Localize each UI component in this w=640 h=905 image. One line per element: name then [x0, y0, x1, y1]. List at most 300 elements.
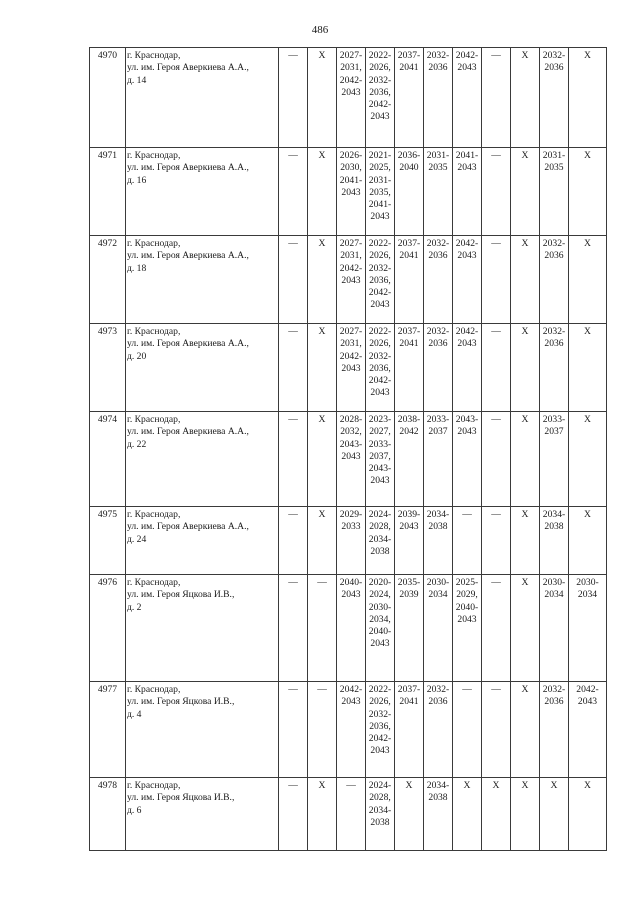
cell-value: 2043 [370, 111, 390, 123]
cell-value: 2036, [369, 362, 391, 374]
cell-value: X [584, 150, 591, 161]
period-cell [424, 682, 453, 778]
period-cell [366, 507, 395, 575]
period-cell [337, 778, 366, 851]
cell-value: 2043 [370, 387, 390, 399]
cell-value: 2036, [369, 720, 391, 732]
cell-value: 2043 [370, 475, 390, 487]
period-cell [511, 778, 540, 851]
cell-value: 2043 [341, 450, 361, 462]
cell-value: 2043 [457, 62, 477, 74]
row-number: 4970 [90, 48, 126, 148]
cell-value: 2032- [426, 50, 450, 61]
period-cell [569, 236, 607, 324]
cell-value: 2027- [339, 238, 363, 249]
cell-value: 2043 [370, 745, 390, 757]
period-cell [511, 148, 540, 236]
period-cell [453, 682, 482, 778]
address-line: г. Краснодар, [127, 684, 181, 695]
address-cell [126, 412, 279, 507]
address-line: д. 4 [127, 708, 142, 720]
cell-value: 2030- [426, 577, 450, 588]
address-cell [126, 236, 279, 324]
cell-value: 2034 [428, 589, 448, 601]
cell-value: X [521, 509, 529, 520]
cell-value: 2022- [368, 238, 392, 249]
cell-value: 2032- [542, 50, 566, 61]
cell-value: 2027- [339, 50, 363, 61]
cell-value: 2038 [370, 545, 390, 557]
period-cell [366, 682, 395, 778]
cell-value: 2031- [542, 150, 566, 161]
period-cell [366, 148, 395, 236]
period-cell [308, 412, 337, 507]
cell-value: 2033- [426, 414, 450, 425]
cell-value: 2031, [340, 338, 362, 350]
cell-value: 2040 [399, 162, 419, 174]
cell-value: 2039- [397, 509, 421, 520]
cell-value: 2029- [339, 509, 363, 520]
cell-value: 2041 [399, 696, 419, 708]
cell-value: 2028, [369, 521, 391, 533]
cell-value: X [521, 50, 529, 61]
address-cell [126, 148, 279, 236]
period-cell [482, 236, 511, 324]
cell-value: 2043 [457, 162, 477, 174]
cell-value: 2043 [341, 86, 361, 98]
table-row [90, 682, 607, 778]
cell-value: 2025, [369, 162, 391, 174]
cell-value: 2032- [542, 326, 566, 337]
period-cell [279, 324, 308, 412]
cell-value: 2024- [368, 509, 392, 520]
cell-value: 2038 [428, 521, 448, 533]
period-cell [366, 412, 395, 507]
cell-value: — [288, 150, 298, 161]
cell-value: 2043 [457, 613, 477, 625]
period-cell [569, 412, 607, 507]
cell-value: 2032- [542, 684, 566, 695]
cell-value: 2042- [368, 99, 392, 111]
cell-value: 2032- [368, 708, 392, 720]
cell-value: 2026- [339, 150, 363, 161]
cell-value: 2043 [341, 186, 361, 198]
cell-value: 2043 [577, 696, 598, 708]
cell-value: 2032- [426, 684, 450, 695]
row-number: 4972 [90, 236, 126, 324]
table-row [90, 507, 607, 575]
address-line: г. Краснодар, [127, 150, 181, 161]
cell-value: 2035- [397, 577, 421, 588]
cell-value: 2043- [339, 438, 363, 450]
cell-value: 2036 [544, 250, 564, 262]
period-cell [308, 148, 337, 236]
cell-value: 2040- [455, 601, 479, 613]
cell-value: 2043 [370, 211, 390, 223]
cell-value: 2038 [428, 792, 448, 804]
address-cell [126, 682, 279, 778]
cell-value: X [584, 780, 591, 791]
period-cell [482, 682, 511, 778]
table-row [90, 778, 607, 851]
cell-value: 2041- [339, 174, 363, 186]
address-line: г. Краснодар, [127, 577, 181, 588]
cell-value: — [491, 326, 501, 337]
cell-value: 2041- [455, 150, 479, 161]
period-cell [279, 412, 308, 507]
period-cell [453, 575, 482, 682]
period-cell [337, 507, 366, 575]
cell-value: X [521, 238, 529, 249]
period-cell [540, 148, 569, 236]
cell-value: 2036, [369, 274, 391, 286]
cell-value: 2043 [341, 589, 361, 601]
cell-value: 2023- [368, 414, 392, 425]
period-cell [308, 507, 337, 575]
cell-value: 2042- [339, 350, 363, 362]
cell-value: — [288, 509, 298, 520]
cell-value: 2033 [341, 521, 361, 533]
period-cell [395, 507, 424, 575]
cell-value: 2036 [428, 62, 448, 74]
cell-value: — [491, 238, 501, 249]
period-cell [395, 778, 424, 851]
cell-value: 2042- [339, 74, 363, 86]
address-line: д. 24 [127, 533, 147, 545]
cell-value: 2042- [368, 375, 392, 387]
address-line: ул. им. Героя Аверкиева А.А., [127, 521, 249, 533]
period-cell [511, 48, 540, 148]
cell-value: 2043 [370, 638, 390, 650]
period-cell [424, 778, 453, 851]
cell-value: 2042 [399, 426, 419, 438]
cell-value: 2036 [544, 696, 564, 708]
cell-value: 2032- [426, 238, 450, 249]
cell-value: 2021- [368, 150, 392, 161]
cell-value: 2034 [577, 589, 598, 601]
cell-value: 2022- [368, 326, 392, 337]
cell-value: 2032- [542, 238, 566, 249]
cell-value: 2024, [369, 589, 391, 601]
row-number: 4976 [90, 575, 126, 682]
table-row [90, 48, 607, 148]
cell-value: 2043 [370, 299, 390, 311]
cell-value: X [521, 684, 529, 695]
period-cell [337, 575, 366, 682]
address-line: г. Краснодар, [127, 509, 181, 520]
cell-value: 2034- [542, 509, 566, 520]
period-cell [511, 236, 540, 324]
period-cell [279, 682, 308, 778]
cell-value: 2036 [544, 338, 564, 350]
period-cell [482, 575, 511, 682]
period-cell [279, 778, 308, 851]
period-cell [453, 778, 482, 851]
cell-value: 2042- [339, 262, 363, 274]
address-cell [126, 48, 279, 148]
cell-value: 2030, [340, 162, 362, 174]
period-cell [366, 778, 395, 851]
cell-value: — [288, 414, 298, 425]
cell-value: 2031- [368, 174, 392, 186]
cell-value: 2032- [368, 350, 392, 362]
cell-value: — [288, 577, 298, 588]
address-line: г. Краснодар, [127, 326, 181, 337]
cell-value: 2037, [369, 450, 391, 462]
cell-value: 2032- [368, 262, 392, 274]
cell-value: 2030- [368, 601, 392, 613]
period-cell [395, 682, 424, 778]
cell-value: X [318, 326, 326, 337]
table-row [90, 148, 607, 236]
period-cell [424, 412, 453, 507]
cell-value: X [584, 326, 591, 337]
cell-value: 2034- [426, 509, 450, 520]
period-cell [366, 48, 395, 148]
cell-value: 2037- [397, 238, 421, 249]
cell-value: — [491, 577, 501, 588]
period-cell [482, 148, 511, 236]
cell-value: 2020- [368, 577, 392, 588]
cell-value: 2034 [544, 589, 564, 601]
cell-value: X [521, 326, 529, 337]
cell-value: 2043 [341, 274, 361, 286]
period-cell [482, 48, 511, 148]
cell-value: 2032, [340, 426, 362, 438]
cell-value: 2041 [399, 250, 419, 262]
cell-value: 2042- [455, 326, 479, 337]
address-line: ул. им. Героя Яцкова И.В., [127, 589, 235, 601]
period-cell [453, 324, 482, 412]
table-row [90, 324, 607, 412]
cell-value: X [463, 780, 471, 791]
cell-value: 2026, [369, 696, 391, 708]
cell-value: 2042- [455, 238, 479, 249]
cell-value: — [491, 150, 501, 161]
period-cell [511, 575, 540, 682]
address-line: д. 18 [127, 262, 147, 274]
period-cell [540, 412, 569, 507]
period-cell [453, 48, 482, 148]
cell-value: 2042- [455, 50, 479, 61]
period-cell [424, 324, 453, 412]
address-line: ул. им. Героя Аверкиева А.А., [127, 250, 249, 262]
cell-value: — [462, 509, 472, 520]
period-cell [308, 778, 337, 851]
cell-value: 2041 [399, 62, 419, 74]
cell-value: X [584, 50, 591, 61]
row-number: 4974 [90, 412, 126, 507]
cell-value: 2043 [341, 696, 361, 708]
cell-value: 2034- [368, 804, 392, 816]
page-number: 486 [311, 24, 329, 36]
period-cell [308, 48, 337, 148]
period-cell [337, 324, 366, 412]
period-cell [337, 48, 366, 148]
period-cell [511, 507, 540, 575]
period-cell [482, 412, 511, 507]
cell-value: 2035 [544, 162, 564, 174]
cell-value: 2024- [368, 780, 392, 791]
cell-value: 2027- [339, 326, 363, 337]
address-line: ул. им. Героя Аверкиева А.А., [127, 426, 249, 438]
period-cell [395, 236, 424, 324]
period-cell [453, 148, 482, 236]
cell-value: 2034- [368, 533, 392, 545]
cell-value: X [405, 780, 413, 791]
address-line: д. 22 [127, 438, 147, 450]
cell-value: 2036 [544, 62, 564, 74]
cell-value: X [584, 509, 591, 520]
period-cell [337, 682, 366, 778]
cell-value: 2039 [399, 589, 419, 601]
address-cell [126, 575, 279, 682]
period-cell [511, 682, 540, 778]
cell-value: 2036- [397, 150, 421, 161]
address-line: г. Краснодар, [127, 50, 181, 61]
period-cell [279, 148, 308, 236]
cell-value: X [584, 238, 591, 249]
period-cell [366, 236, 395, 324]
cell-value: X [521, 577, 529, 588]
cell-value: — [288, 50, 298, 61]
cell-value: X [584, 414, 591, 425]
period-cell [569, 507, 607, 575]
period-cell [395, 148, 424, 236]
period-cell [569, 324, 607, 412]
period-cell [569, 148, 607, 236]
cell-value: 2037 [544, 426, 564, 438]
cell-value: 2029, [456, 589, 478, 601]
cell-value: 2037- [397, 50, 421, 61]
cell-value: 2043 [457, 426, 477, 438]
cell-value: X [521, 780, 529, 791]
cell-value: 2040- [339, 577, 363, 588]
housing-register-table [89, 47, 607, 851]
cell-value: X [318, 238, 326, 249]
cell-value: 2036 [428, 250, 448, 262]
period-cell [540, 507, 569, 575]
period-cell [366, 324, 395, 412]
period-cell [424, 507, 453, 575]
period-cell [308, 682, 337, 778]
row-number: 4975 [90, 507, 126, 575]
address-cell [126, 778, 279, 851]
period-cell [482, 778, 511, 851]
cell-value: 2043 [457, 338, 477, 350]
period-cell [540, 682, 569, 778]
cell-value: 2031, [340, 250, 362, 262]
cell-value: 2034, [369, 613, 391, 625]
row-number: 4971 [90, 148, 126, 236]
period-cell [453, 507, 482, 575]
cell-value: X [318, 50, 326, 61]
cell-value: 2031- [426, 150, 450, 161]
cell-value: — [288, 780, 298, 791]
period-cell [308, 324, 337, 412]
address-line: д. 2 [127, 601, 142, 613]
period-cell [424, 236, 453, 324]
cell-value: 2037- [397, 326, 421, 337]
row-number: 4973 [90, 324, 126, 412]
period-cell [337, 148, 366, 236]
cell-value: 2030- [542, 577, 566, 588]
cell-value: 2033- [368, 438, 392, 450]
address-line: д. 14 [127, 74, 147, 86]
cell-value: 2036 [428, 696, 448, 708]
cell-value: 2036, [369, 86, 391, 98]
address-line: ул. им. Героя Яцкова И.В., [127, 696, 235, 708]
cell-value: 2022- [368, 50, 392, 61]
address-line: д. 20 [127, 350, 147, 362]
cell-value: — [491, 414, 501, 425]
cell-value: — [288, 238, 298, 249]
cell-value: 2025- [455, 577, 479, 588]
cell-value: — [491, 509, 501, 520]
period-cell [395, 48, 424, 148]
cell-value: 2032- [426, 326, 450, 337]
cell-value: 2026, [369, 338, 391, 350]
period-cell [395, 324, 424, 412]
cell-value: 2028, [369, 792, 391, 804]
cell-value: X [318, 150, 326, 161]
address-cell [126, 324, 279, 412]
cell-value: 2033- [542, 414, 566, 425]
cell-value: 2038 [544, 521, 564, 533]
row-number: 4978 [90, 778, 126, 851]
period-cell [424, 148, 453, 236]
cell-value: 2026, [369, 62, 391, 74]
cell-value: X [550, 780, 558, 791]
cell-value: 2043 [399, 521, 419, 533]
cell-value: 2043- [368, 463, 392, 475]
period-cell [569, 682, 607, 778]
period-cell [569, 778, 607, 851]
cell-value: 2040- [368, 626, 392, 638]
cell-value: 2034- [426, 780, 450, 791]
period-cell [279, 575, 308, 682]
cell-value: — [288, 326, 298, 337]
period-cell [569, 48, 607, 148]
period-cell [540, 575, 569, 682]
cell-value: X [521, 414, 529, 425]
period-cell [424, 575, 453, 682]
table-row [90, 412, 607, 507]
cell-value: 2041- [368, 199, 392, 211]
cell-value: 2036 [428, 338, 448, 350]
period-cell [540, 778, 569, 851]
cell-value: — [317, 684, 327, 695]
cell-value: — [288, 684, 298, 695]
period-cell [279, 236, 308, 324]
period-cell [279, 507, 308, 575]
cell-value: 2042- [368, 287, 392, 299]
period-cell [482, 507, 511, 575]
cell-value: 2035 [428, 162, 448, 174]
period-cell [424, 48, 453, 148]
cell-value: 2022- [368, 684, 392, 695]
cell-value: 2043 [457, 250, 477, 262]
cell-value: X [318, 414, 326, 425]
period-cell [337, 412, 366, 507]
cell-value: 2028- [339, 414, 363, 425]
cell-value: — [491, 50, 501, 61]
cell-value: 2030- [576, 577, 599, 588]
cell-value: — [462, 684, 472, 695]
period-cell [482, 324, 511, 412]
cell-value: 2043 [341, 362, 361, 374]
cell-value: — [346, 780, 356, 791]
